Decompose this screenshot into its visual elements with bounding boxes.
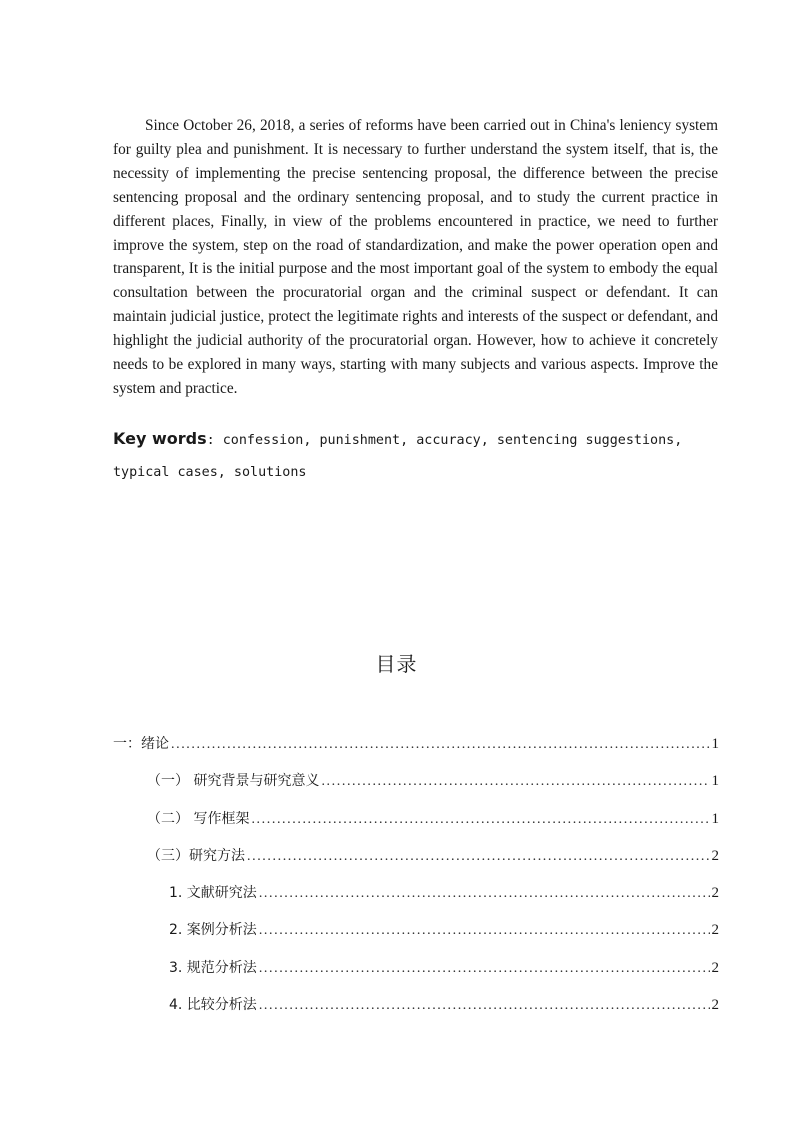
toc-dot-leader — [259, 886, 710, 902]
toc-page-number: 2 — [711, 997, 719, 1014]
toc-entry-comparative-analysis[interactable] — [113, 994, 719, 1031]
toc-dot-leader — [259, 923, 710, 939]
table-of-contents — [113, 733, 719, 1031]
toc-entry-methods[interactable] — [113, 845, 719, 882]
toc-entry-normative-analysis[interactable] — [113, 957, 719, 994]
toc-page-number: 2 — [711, 922, 719, 939]
toc-page-number: 2 — [711, 959, 719, 976]
toc-entry-background[interactable] — [113, 770, 719, 807]
toc-entry-text: （三）研究方法 — [147, 847, 245, 864]
toc-title: 目录 — [375, 652, 418, 676]
toc-entry-text: 2. 案例分析法 — [169, 922, 257, 939]
toc-entry-case-analysis[interactable] — [113, 919, 719, 956]
keywords-line — [113, 423, 718, 489]
keywords-label: Key words — [113, 429, 207, 448]
toc-dot-leader — [251, 812, 709, 828]
toc-entry-text: 一：绪论 — [113, 736, 169, 752]
keywords-text: : confession, punishment, accuracy, sentencing suggestions, typical cases, solutions — [113, 433, 683, 480]
toc-page-number: 1 — [711, 773, 719, 790]
toc-page-number: 2 — [711, 885, 719, 902]
toc-entry-text: （一） 研究背景与研究意义 — [147, 773, 320, 790]
toc-dot-leader — [259, 961, 710, 977]
toc-dot-leader — [171, 737, 710, 753]
toc-entry-text: 3. 规范分析法 — [169, 959, 257, 976]
toc-dot-leader — [259, 998, 710, 1014]
toc-page-number: 2 — [711, 847, 719, 864]
toc-entry-text: 1. 文献研究法 — [169, 885, 257, 902]
abstract-paragraph: Since October 26, 2018, a series of reforms have been carried out in China's leniency system for guilty plea and punishment. It is necessary to further understand the system itself, that is, the necessity of implementing the precise sentencing proposal, the difference between the precise sentencing proposal and the ordinary sentencing proposal, and to study the current practice in different places, Finally, in view of the problems encountered in practice, we need to further improve the system, step on the road of standardization, and make the power operation open and transparent, It is the initial purpose and the most important goal of the system to embody the equal consultation between the procuratorial organ and the criminal suspect or defendant. It can maintain judicial justice, protect the legitimate rights and interests of the suspect or defendant, and highlight the judicial authority of the procuratorial organ. However, how to achieve it concretely needs to be explored in many ways, starting with many subjects and various aspects. Improve the system and practice. — [113, 117, 718, 397]
toc-entry-text: 4. 比较分析法 — [169, 997, 257, 1014]
toc-page-number: 1 — [711, 810, 719, 827]
toc-page-number: 1 — [711, 736, 719, 752]
toc-entry-text: （二） 写作框架 — [147, 810, 250, 827]
toc-entry-introduction[interactable] — [113, 733, 719, 770]
toc-entry-literature-research[interactable] — [113, 882, 719, 919]
toc-dot-leader — [321, 774, 709, 790]
toc-dot-leader — [247, 849, 710, 865]
toc-entry-framework[interactable] — [113, 808, 719, 845]
